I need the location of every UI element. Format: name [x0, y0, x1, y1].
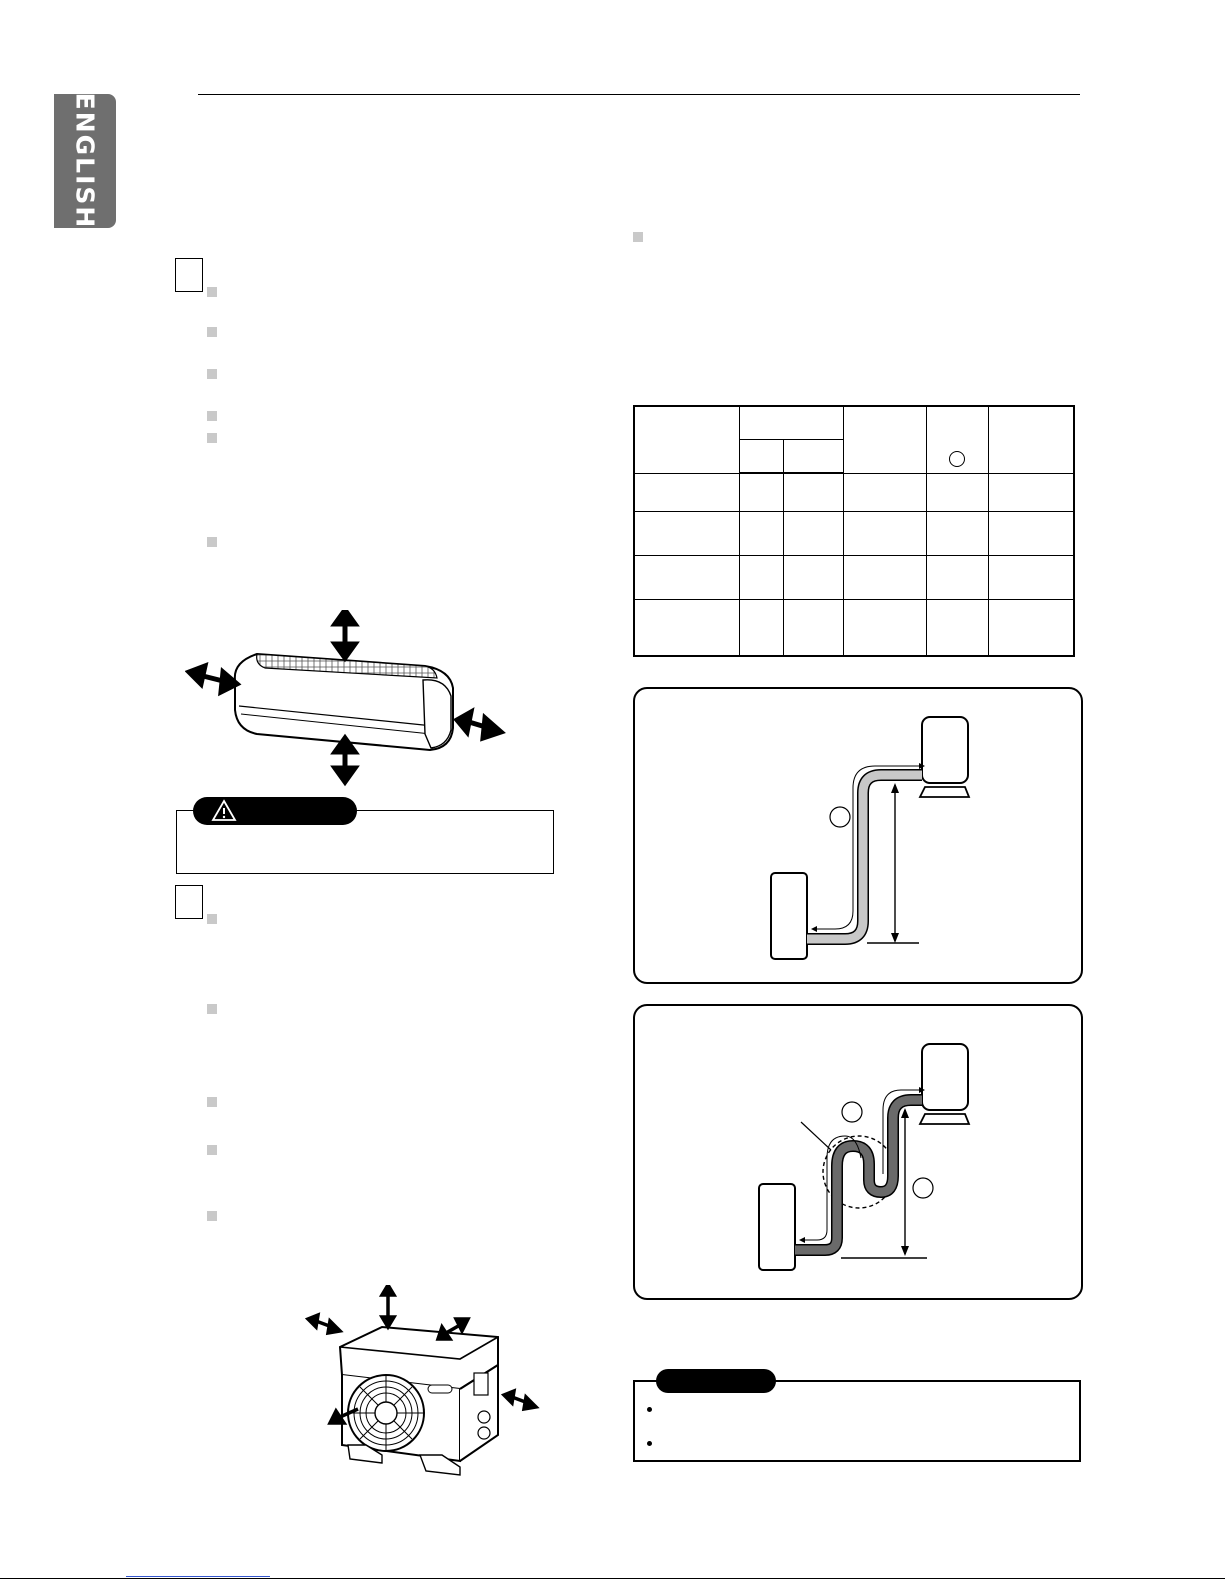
outdoor-unit-clearance-illustration: [300, 1285, 555, 1495]
note-bullet-2: [647, 1441, 652, 1446]
warning-label-pill: [193, 797, 357, 825]
note-label-pill: [656, 1369, 776, 1393]
table-header-cell: [783, 439, 843, 473]
table-row: [634, 555, 1074, 599]
table-row: [634, 511, 1074, 555]
piping-spec-table: [633, 405, 1075, 657]
language-tab: [54, 94, 116, 228]
header-rule: [198, 94, 1080, 95]
piping-diagram-panel-2: [633, 1004, 1083, 1300]
indoor-bullet-3: [207, 369, 217, 379]
piping-diagram-2: [635, 1006, 1081, 1298]
table-circle-marker: [949, 451, 965, 467]
table-row: [634, 473, 1074, 511]
table-header-cell: [740, 439, 784, 473]
outdoor-bullet-2: [207, 1004, 217, 1014]
footer-link-underline: [126, 1576, 270, 1577]
indoor-bullet-1: [207, 287, 217, 297]
outdoor-bullet-1: [207, 914, 217, 924]
indoor-bullet-4: [207, 411, 217, 421]
outdoor-bullet-5: [207, 1211, 217, 1221]
table-header-cell: [634, 406, 740, 473]
indoor-bullet-6: [207, 537, 217, 547]
language-tab-label: ENGLISH: [70, 92, 100, 230]
piping-diagram-1: [635, 689, 1081, 982]
indoor-unit-clearance-illustration: [185, 610, 515, 790]
note-bullet-1: [647, 1407, 652, 1412]
table-row: [634, 599, 1074, 656]
section-outdoor-marker: [175, 885, 203, 919]
indoor-bullet-2: [207, 327, 217, 337]
table-header-cell: [927, 406, 989, 473]
outdoor-bullet-4: [207, 1145, 217, 1155]
section-indoor-marker: [175, 258, 203, 292]
piping-diagram-panel-1: [633, 687, 1083, 984]
indoor-bullet-5: [207, 433, 217, 443]
warning-triangle-icon: [211, 799, 237, 823]
piping-bullet: [633, 232, 643, 242]
outdoor-bullet-3: [207, 1097, 217, 1107]
footer-rule: [0, 1578, 1225, 1579]
table-header-cell: [740, 406, 844, 439]
table-header-cell: [988, 406, 1074, 473]
table-header-cell: [843, 406, 927, 473]
